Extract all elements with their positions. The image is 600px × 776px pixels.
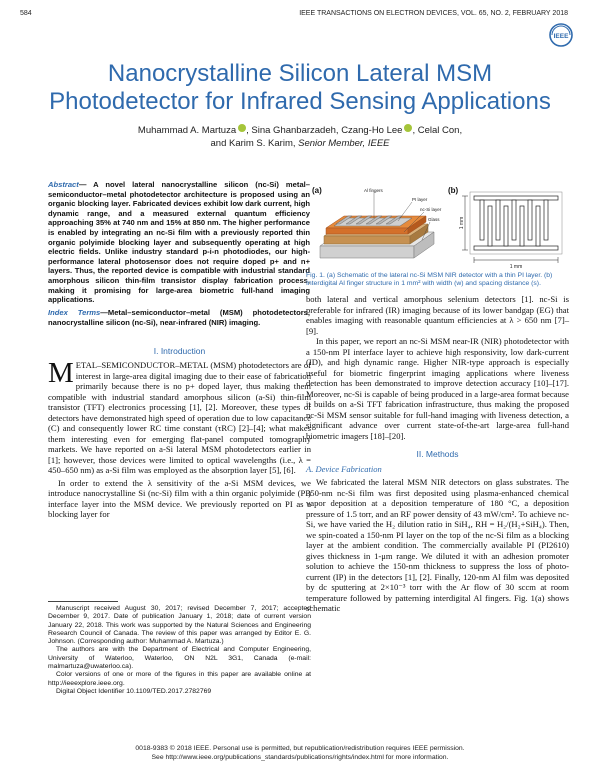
subsection-device-fabrication: A. Device Fabrication xyxy=(306,463,382,474)
paper-title: Nanocrystalline Silicon Lateral MSM Photodetector for Infrared Sensing Applications xyxy=(49,60,551,115)
dimension-horizontal: 1 mm xyxy=(509,264,523,270)
col2-paragraph-3: We fabricated the lateral MSM NIR detectors on glass substrates. The 350-nm nc-Si film was first deposited using plasma-enhanced chemical vapor deposition at a deposition temperature of 180 °C, a deposition pressure of 1.5 torr, and an RF power density of 43 mW/cm². To achieve nc-Si, we have varied the H₂ dilution ratio in SiH₄, RH = H₂/(H₂+SiH₄). Then, we spin-coated a 150-nm PI layer on the top of the nc-Si film as a blocking layer at the ambient condition. The commercially available PI (PI2610) gives thickness in 1-μm range. We diluted it with an adhesion promoter solution to achieve the 150-nm thickness to suppress the loss of photo-current (IP) in the detectors [1], [2]. Finally, 120-nm Al film was deposited by dc sputtering at 2×10⁻³ torr with the Ar flow of 30 sccm at room temperature followed by patterning interdigital Al fingers. Fig. 1(a) shows schematic xyxy=(306,477,569,613)
abstract-lead: Abstract xyxy=(48,180,79,189)
layer-label-ncsi: nc-Si layer xyxy=(420,207,442,212)
copyright-line-2: See http://www.ieee.org/publications_standards/publications/rights/index.html for more information. xyxy=(151,754,449,761)
figure-caption-text: (a) Schematic of the lateral nc-Si MSM NIR detector with a thin PI layer. (b) Interdigital Al finger structure in 1 mm² with width (w) and spacing distance (s). xyxy=(306,272,553,288)
ieee-logo xyxy=(548,22,574,48)
author-line-1: Muhammad A. Martuza , Sina Ghanbarzadeh, Czang-Ho Lee , Celal Con, xyxy=(137,125,463,136)
author-line-2: and Karim S. Karim, Senior Member, IEEE xyxy=(210,138,390,149)
figure-1a-schematic xyxy=(312,188,444,268)
section-heading-methods: II. Methods xyxy=(416,449,459,459)
footnote-color: Color versions of one or more of the figures in this paper are available online at http://ieeexplore.ieee.org. xyxy=(48,671,311,687)
col2-paragraph-2: In this paper, we report an nc-Si MSM near-IR (NIR) photodetector with a 150-nm PI interface layer to achieve high responsivity, low dark-current (ID), and high dynamic range. Higher NIR-type approach is especially useful for biometric fingerprint imaging applications where liveness detection has been demonstrated to improve detection accuracy [10]–[17]. Moreover, nc-Si is capable of being produced in a large-area format because it builds on a-Si TFT fabrication infrastructure, thus making the proposed nc-Si MSM sensor suitable for full-hand imaging with liveness detection, a significant advance over current state-of-the-art large-area full-hand biometric imagers [18]–[20]. xyxy=(306,336,569,441)
dropcap: M xyxy=(48,357,74,389)
layer-label-pi: PI layer xyxy=(412,197,428,202)
figure-caption-lead: Fig. 1. xyxy=(306,272,325,279)
ieee-logo-text: IEEE xyxy=(553,33,569,40)
footnote-affiliation: The authors are with the Department of Electrical and Computer Engineering, University of Waterloo, Waterloo, ON N2L 3G1, Canada (e-mail: malmartuza@uwaterloo.ca). xyxy=(48,646,311,671)
dimension-vertical: 1 mm xyxy=(459,216,465,230)
orcid-icon[interactable] xyxy=(238,124,246,132)
footnote-manuscript: Manuscript received August 30, 2017; revised December 7, 2017; accepted December 9, 2017. Date of publication January 1, 2018; date of current version January 22, 2018. This work was supported by the Natural Sciences and Engineering Research Council of Canada. The review of this paper was arranged by Editor E. G. Johnson. (Corresponding author: Muhammad A. Martuza.) xyxy=(48,605,311,646)
index-terms-body: —Metal–semiconductor–metal (MSM) photodetectors, nanocrystalline silicon (nc-Si), near-infrared (NIR) imaging. xyxy=(48,308,310,327)
running-header xyxy=(20,8,568,22)
column-2-text xyxy=(306,294,569,614)
footnote-rule xyxy=(48,601,118,602)
orcid-icon[interactable] xyxy=(404,124,412,132)
footnote-doi: Digital Object Identifier 10.1109/TED.2017.2782769 xyxy=(56,687,212,695)
abstract-body: — A novel lateral nanocrystalline silicon (nc-Si) metal–semiconductor–metal photodetector architecture is proposed using an organic blocking layer. Fabricated devices exhibit low dark current, high dynamic range, and a measured external quantum efficiency approaching 35% at 740 nm and 15% at 850 nm. The higher performance is enabled by integrating an nc-Si film with a previously reported thin organic polyimide blocking layer and subsequently operating at high electric fields. Unlike industry standard p-i-n photodiodes, our high-performance lateral photosensor does not require doped p+ and n+ layers. Thus, the reported device is compatible with industrial standard amorphous silicon thin-film transistor display fabrication process, making it promising for large-area biometric full-hand imaging applications. xyxy=(48,180,310,305)
intro-text xyxy=(48,357,311,520)
copyright-notice xyxy=(40,744,560,762)
figure-caption xyxy=(306,272,569,289)
figure-label-a: (a) xyxy=(312,186,322,195)
copyright-line-1: 0018-9383 © 2018 IEEE. Personal use is permitted, but republication/redistribution requires IEEE permission. xyxy=(135,745,465,752)
figure-1b-fingers xyxy=(458,190,568,270)
index-terms xyxy=(48,308,310,327)
layer-label-glass: Glass xyxy=(428,217,440,222)
index-terms-lead: Index Terms xyxy=(48,308,101,317)
col2-paragraph-1: both lateral and vertical amorphous selenium detectors [1]. nc-Si is preferable for infrared (IR) imaging because of its lower bandgap (EG) that enables imaging with reasonable quantum efficiencies at λ > 650 nm [7]–[9]. xyxy=(306,294,569,336)
footnote xyxy=(48,605,311,696)
journal-name: IEEE TRANSACTIONS ON ELECTRON DEVICES, VOL. 65, NO. 2, FEBRUARY 2018 xyxy=(299,10,568,17)
intro-paragraph-2: In order to extend the λ sensitivity of the a-Si MSM devices, we introduce nanocrystalline Si (nc-Si) film with a thin organic polyimide (PI) interface layer into the MSM device. We previously reported on PI as a blocking layer for xyxy=(48,477,311,519)
page-number: 584 xyxy=(20,10,32,17)
intro-paragraph-1: ETAL–SEMICONDUCTOR–METAL (MSM) photodetectors are of interest in large-area digital imaging due to their ease of fabrication primarily because there is no p+ doped layer, thus making them compatible with industrial standard amorphous silicon (a-Si) thin-film transistor (TFT) electronics processing [1], [2]. Moreover, these types of detectors have demonstrated high speed of operation due to low capacitance (C) and consequently lower RC time constant (τRC) [2]–[4]; what makes them interesting even for emerging flat-panel computed tomography markets. We have reported on a-Si lateral MSM photodetectors earlier in [1]; however, those devices were limited to optical wavelengths (i.e., λ = 450–650 nm) as a-Si film was employed as the absorption layer [5], [6]. xyxy=(48,360,311,475)
figure-label-b: (b) xyxy=(448,186,459,195)
section-heading-introduction: I. Introduction xyxy=(153,346,206,356)
abstract xyxy=(48,180,310,305)
layer-label-al: Al fingers xyxy=(364,188,383,193)
author-list xyxy=(60,124,540,150)
author-role: Senior Member, IEEE xyxy=(298,138,390,149)
